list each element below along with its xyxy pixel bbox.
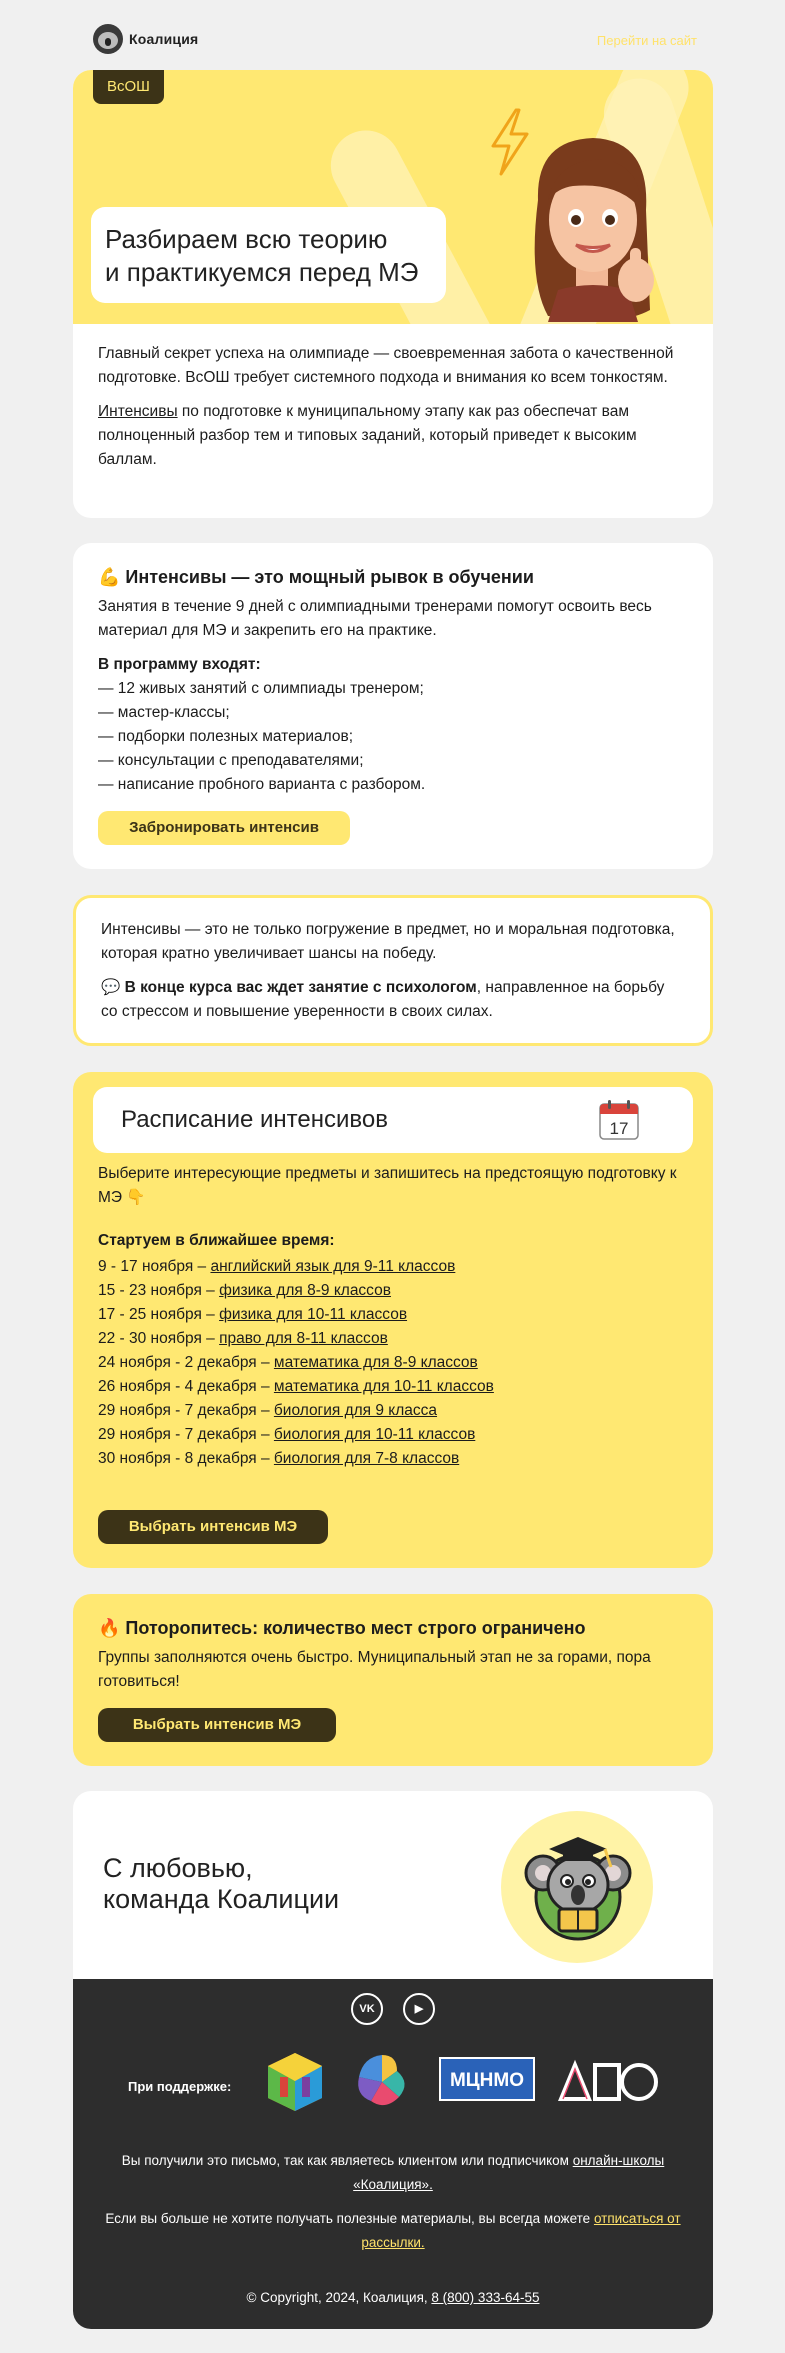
hero-paragraph: Главный секрет успеха на олимпиаде — своевременная забота о качественной подготовке. ВсОШ требует системного подхода и внимания ко всем тонкостям. xyxy=(98,345,674,386)
book-intensive-button[interactable]: Забронировать интенсив xyxy=(98,811,350,845)
schedule-card xyxy=(73,1072,713,1568)
intensive-title: 💪 Интенсивы — это мощный рывок в обучении xyxy=(98,567,534,587)
course-link[interactable]: физика для 10-11 классов xyxy=(219,1306,408,1323)
schedule-date: 24 ноября - 2 декабря – xyxy=(98,1354,274,1371)
psych-highlight: В конце курса вас ждет занятие с психологом xyxy=(124,979,477,996)
hero-title-line: и практикуемся перед МЭ xyxy=(105,257,419,287)
program-title: В программу входят: xyxy=(98,656,261,673)
signature xyxy=(103,1853,339,1915)
school-link[interactable]: онлайн-школы «Коалиция». xyxy=(353,2153,665,2192)
choose-intensive-button[interactable]: Выбрать интенсив МЭ xyxy=(98,1510,328,1544)
course-link[interactable]: математика для 8-9 классов xyxy=(273,1354,478,1371)
partner-mcnmo-logo-icon[interactable] xyxy=(439,2057,535,2101)
phone-link[interactable]: 8 (800) 333-64-55 xyxy=(431,2290,540,2305)
course-link[interactable]: биология для 10-11 классов xyxy=(273,1426,476,1443)
program-item: — 12 живых занятий с олимпиады тренером; xyxy=(98,680,424,697)
koala-logo-icon xyxy=(93,24,123,54)
schedule-date: 22 - 30 ноября – xyxy=(98,1330,220,1347)
course-link[interactable]: право для 8-11 классов xyxy=(219,1330,388,1347)
course-link[interactable]: физика для 8-9 классов xyxy=(219,1282,391,1299)
psychologist-card xyxy=(73,895,713,1046)
schedule-row xyxy=(98,1375,688,1399)
hero-title xyxy=(91,207,446,303)
course-link[interactable]: биология для 7-8 классов xyxy=(273,1450,460,1467)
psych-paragraph: Интенсивы — это не только погружение в предмет, но и моральная подготовка, которая кратно увеличивает шансы на победу. xyxy=(101,921,675,962)
schedule-row xyxy=(98,1423,688,1447)
hero-text xyxy=(98,342,688,482)
program-item: — написание пробного варианта с разбором. xyxy=(98,776,426,793)
girl-memoji-icon xyxy=(518,130,668,322)
schedule-header xyxy=(93,1087,693,1153)
youtube-icon[interactable]: ▶ xyxy=(403,1993,435,2025)
unsubscribe-link[interactable]: отписаться от рассылки. xyxy=(361,2211,681,2250)
email-header xyxy=(73,20,713,60)
partner-cube-logo-icon[interactable] xyxy=(264,2051,326,2113)
hero-paragraph-text: по подготовке к муниципальному этапу как раз обеспечат вам полноценный разбор тем и типовых заданий, который приведет к высоким баллам. xyxy=(98,403,637,468)
schedule-row xyxy=(98,1399,688,1423)
psych-paragraph xyxy=(101,976,685,1024)
course-link[interactable]: биология для 9 класса xyxy=(273,1402,438,1419)
unsubscribe-notice xyxy=(93,2207,693,2255)
hero-card xyxy=(73,70,713,518)
hurry-card xyxy=(73,1594,713,1766)
schedule-list xyxy=(98,1255,688,1471)
program-item: — консультации с преподавателями; xyxy=(98,752,364,769)
support-label: При поддержке: xyxy=(128,2079,232,2094)
calendar-icon xyxy=(598,1099,640,1141)
course-link[interactable]: английский язык для 9-11 классов xyxy=(210,1258,456,1275)
hero-title-line: Разбираем всю теорию xyxy=(105,224,388,254)
partner-dpo-logo-icon[interactable] xyxy=(557,2059,659,2103)
logo[interactable] xyxy=(93,24,198,54)
schedule-row xyxy=(98,1255,688,1279)
copyright xyxy=(93,2290,693,2305)
vk-icon[interactable]: VK xyxy=(351,1993,383,2025)
schedule-row xyxy=(98,1327,688,1351)
koala-graduate-icon xyxy=(519,1827,637,1945)
footer-card xyxy=(73,1791,713,2329)
schedule-row xyxy=(98,1351,688,1375)
footer-dark xyxy=(73,1979,713,2329)
copyright-text: © Copyright, 2024, Коалиция, xyxy=(246,2290,432,2305)
schedule-date: 29 ноября - 7 декабря – xyxy=(98,1426,274,1443)
hero-paragraph xyxy=(98,400,688,472)
partner-petal-logo-icon[interactable] xyxy=(351,2051,413,2113)
schedule-row xyxy=(98,1447,688,1471)
schedule-title: Расписание интенсивов xyxy=(121,1106,388,1133)
signature-line: С любовью, xyxy=(103,1853,253,1883)
hurry-text: Группы заполняются очень быстро. Муниципальный этап не за горами, пора готовиться! xyxy=(98,1649,651,1690)
course-link[interactable]: математика для 10-11 классов xyxy=(273,1378,494,1395)
choose-intensive-button-2[interactable]: Выбрать интенсив МЭ xyxy=(98,1708,336,1742)
legal-notice xyxy=(93,2149,693,2197)
go-to-site-link[interactable]: Перейти на сайт xyxy=(596,33,697,48)
schedule-date: 17 - 25 ноября – xyxy=(98,1306,220,1323)
logo-text: Коалиция xyxy=(129,31,199,47)
schedule-start-label: Стартуем в ближайшее время: xyxy=(98,1232,335,1249)
program-item: — мастер-классы; xyxy=(98,704,230,721)
legal-text: Если вы больше не хотите получать полезные материалы, вы всегда можете xyxy=(105,2211,594,2226)
mcnmo-logo-text: МЦНМО xyxy=(449,2070,525,2091)
signature-line: команда Коалиции xyxy=(103,1884,340,1914)
intensive-card xyxy=(73,543,713,869)
legal-text: Вы получили это письмо, так как являетесь клиентом или подписчиком xyxy=(121,2153,573,2168)
schedule-date: 9 - 17 ноября – xyxy=(98,1258,211,1275)
speech-bubble-icon: 💬 xyxy=(101,979,125,996)
schedule-row xyxy=(98,1279,688,1303)
schedule-date: 30 ноября - 8 декабря – xyxy=(98,1450,274,1467)
intensives-link[interactable]: Интенсивы xyxy=(98,403,178,420)
schedule-date: 15 - 23 ноября – xyxy=(98,1282,220,1299)
intensive-text: Занятия в течение 9 дней с олимпиадными тренерами помогут освоить весь материал для МЭ и закрепить его на практике. xyxy=(98,598,652,639)
program-item: — подборки полезных материалов; xyxy=(98,728,354,745)
psych-text: , направленное на борьбу со стрессом и повышение уверенности в своих силах. xyxy=(101,979,665,1020)
schedule-intro: Выберите интересующие предметы и запишитесь на предстоящую подготовку к МЭ 👇 xyxy=(98,1165,677,1206)
olympiad-tag: ВсОШ xyxy=(93,70,164,104)
hero-banner xyxy=(73,70,713,324)
schedule-row xyxy=(98,1303,688,1327)
hurry-title: 🔥 Поторопитесь: количество мест строго ограничено xyxy=(98,1618,586,1638)
schedule-date: 26 ноября - 4 декабря – xyxy=(98,1378,274,1395)
calendar-day: 17 xyxy=(609,1119,629,1138)
schedule-date: 29 ноября - 7 декабря – xyxy=(98,1402,274,1419)
